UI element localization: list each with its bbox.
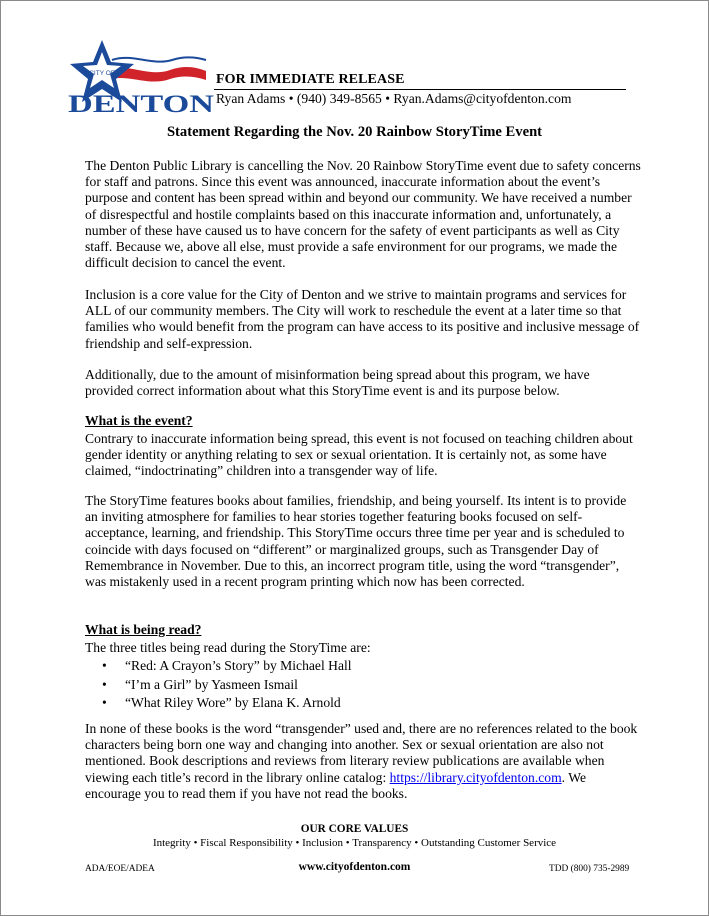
bullet-icon: • bbox=[102, 676, 107, 692]
bullet-icon: • bbox=[102, 695, 107, 710]
core-values-title: OUR CORE VALUES bbox=[300, 823, 409, 835]
list-item bbox=[102, 694, 352, 713]
list-item bbox=[102, 657, 352, 676]
book-title: “I’m a Girl” by Yasmeen Ismail bbox=[125, 676, 298, 692]
list-item bbox=[102, 676, 352, 695]
paragraph-no-references bbox=[85, 721, 641, 802]
statement-title: Statement Regarding the Nov. 20 Rainbow StoryTime Event bbox=[166, 124, 543, 140]
paragraph-text-end: . We encourage you to read them if you have not read the books. bbox=[85, 769, 586, 801]
paragraph-text: In none of these books is the word “transgender” used and, there are no references related to the book characters being born one way and changing into another. Sex or sexual orientation are also not mentioned. Book descriptions and reviews from literary review publications are available when viewing each title’s record in the library online catalog: bbox=[85, 721, 638, 785]
header-rule bbox=[214, 89, 626, 90]
heading-what-is-event: What is the event? bbox=[85, 413, 193, 428]
paragraph-cancellation: The Denton Public Library is cancelling the Nov. 20 Rainbow StoryTime event due to safety concerns for staff and patrons. Since this event was announced, inaccurate information about the event’s purpose and content has been spread within and beyond our community. We have received a number of disrespectful and hostile complaints based on this inaccurate information and, unfortunately, a number of these have caused us to have concern for the safety of event participants as well as City staff. Because we, above all else, must provide a safe environment for our programs, we made the difficult decision to cancel the event. bbox=[85, 158, 641, 271]
library-catalog-link[interactable]: https://library.cityofdenton.com bbox=[389, 769, 562, 785]
logo-city-of: CITY OF bbox=[89, 70, 115, 77]
paragraph-misinformation: Additionally, due to the amount of misinformation being spread about this program, we have provided correct information about what this StoryTime event is and its purpose below. bbox=[85, 367, 590, 399]
heading-what-is-read: What is being read? bbox=[85, 622, 202, 637]
paragraph-storytime-features: The StoryTime features books about families, friendship, and being yourself. Its intent is to provide an inviting atmosphere for families to hear stories together featuring books focused on self-acceptance, learning, and friendship. This StoryTime occurs three time per year and is scheduled to coincide with days focused on “different” or marginalized groups, such as Transgender Day of Remembrance in November. Due to this, an incorrect program title, using the word “transgender”, was mistakenly used in a recent program printing which now has been corrected. bbox=[85, 493, 627, 590]
book-list bbox=[102, 657, 352, 713]
paragraph-inclusion: Inclusion is a core value for the City of Denton and we strive to maintain programs and services for ALL of our community members. The City will work to reschedule the event at a later time so that families who would benefit from the program can have access to its positive and inclusive message of friendship and self-expression. bbox=[85, 287, 640, 351]
book-title: “What Riley Wore” by Elana K. Arnold bbox=[125, 695, 341, 710]
release-label: FOR IMMEDIATE RELEASE bbox=[216, 72, 405, 87]
city-of-denton-logo bbox=[66, 40, 216, 115]
logo-denton: DENTON bbox=[68, 91, 214, 115]
paragraph-three-titles: The three titles being read during the StoryTime are: bbox=[85, 640, 371, 655]
contact-line: Ryan Adams • (940) 349-8565 • Ryan.Adams@cityofdenton.com bbox=[216, 91, 572, 106]
bullet-icon: • bbox=[102, 658, 107, 673]
paragraph-contrary: Contrary to inaccurate information being spread, this event is not focused on teaching children about gender identity or anything relating to sex or sexual orientation. It is certainly not, as some have claimed, “indoctrinating” children into a transgender way of life. bbox=[85, 431, 633, 479]
footer-tdd: TDD (800) 735-2989 bbox=[549, 864, 630, 874]
footer-ada: ADA/EOE/ADEA bbox=[85, 864, 155, 874]
logo-flag-top bbox=[112, 57, 206, 61]
core-values-list: Integrity • Fiscal Responsibility • Inclusion • Transparency • Outstanding Customer Service bbox=[152, 837, 557, 849]
book-title: “Red: A Crayon’s Story” by Michael Hall bbox=[125, 658, 352, 673]
footer-website: www.cityofdenton.com bbox=[298, 861, 411, 873]
